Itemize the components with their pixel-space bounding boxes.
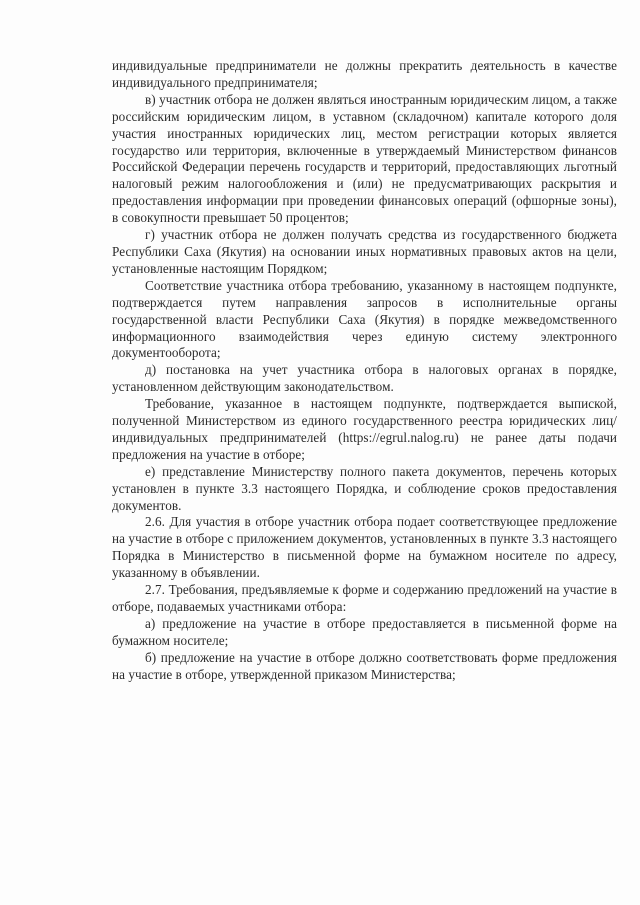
paragraph-3: г) участник отбора не должен получать средства из государственного бюджета Республики Саха (Якутия) на основании иных нормативных правовых актов на цели, установленные настоящим Порядком; [112, 227, 617, 276]
document-body [112, 58, 617, 684]
paragraph-5: д) постановка на учет участника отбора в налоговых органах в порядке, установленном действующим законодательством. [112, 362, 617, 395]
paragraph-9: 2.7. Требования, предъявляемые к форме и содержанию предложений на участие в отборе, подаваемых участниками отбора: [112, 582, 617, 614]
paragraph-1: индивидуальные предприниматели не должны прекратить деятельность в качестве индивидуального предпринимателя; [112, 58, 617, 90]
paragraph-4: Соответствие участника отбора требованию, указанному в настоящем подпункте, подтверждается путем направления запросов в исполнительные органы государственной власти Республики Саха (Якутия) в порядке межведомственного информационного взаимодействия через единую систему электронного документооборота; [112, 277, 617, 361]
paragraph-2: в) участник отбора не должен являться иностранным юридическим лицом, а также российским юридическим лицом, в уставном (складочном) капитале которого доля участия иностранных юридических лиц, местом регистрации которых является государство или территория, включенные в утверждаемый Министерством финансов Российской Федерации перечень государств и территорий, предоставляющих льготный налоговый режим налогообложения и (или) не предусматривающих раскрытия и предоставления информации при проведении финансовых операций (офшорные зоны), в совокупности превышает 50 процентов; [112, 91, 617, 226]
paragraph-10: а) предложение на участие в отборе предоставляется в письменной форме на бумажном носителе; [112, 615, 617, 648]
paragraph-8: 2.6. Для участия в отборе участник отбора подает соответствующее предложение на участие в отборе с приложением документов, установленных в пункте 3.3 настоящего Порядка в Министерство в письменной форме на бумажном носителе по адресу, указанному в объявлении. [112, 514, 617, 581]
paragraph-11: б) предложение на участие в отборе должно соответствовать форме предложения на участие в отборе, утвержденной приказом Министерства; [112, 649, 617, 682]
paragraph-7: е) представление Министерству полного пакета документов, перечень которых установлен в пункте 3.3 настоящего Порядка, и соблюдение сроков предоставления документов. [112, 463, 617, 513]
paragraph-6: Требование, указанное в настоящем подпункте, подтверждается выпиской, полученной Министерством из единого государственного реестра юридических лиц/индивидуальных предпринимателей (https://egrul.nalog.ru) не ранее даты подачи предложения на участие в отборе; [112, 396, 617, 462]
